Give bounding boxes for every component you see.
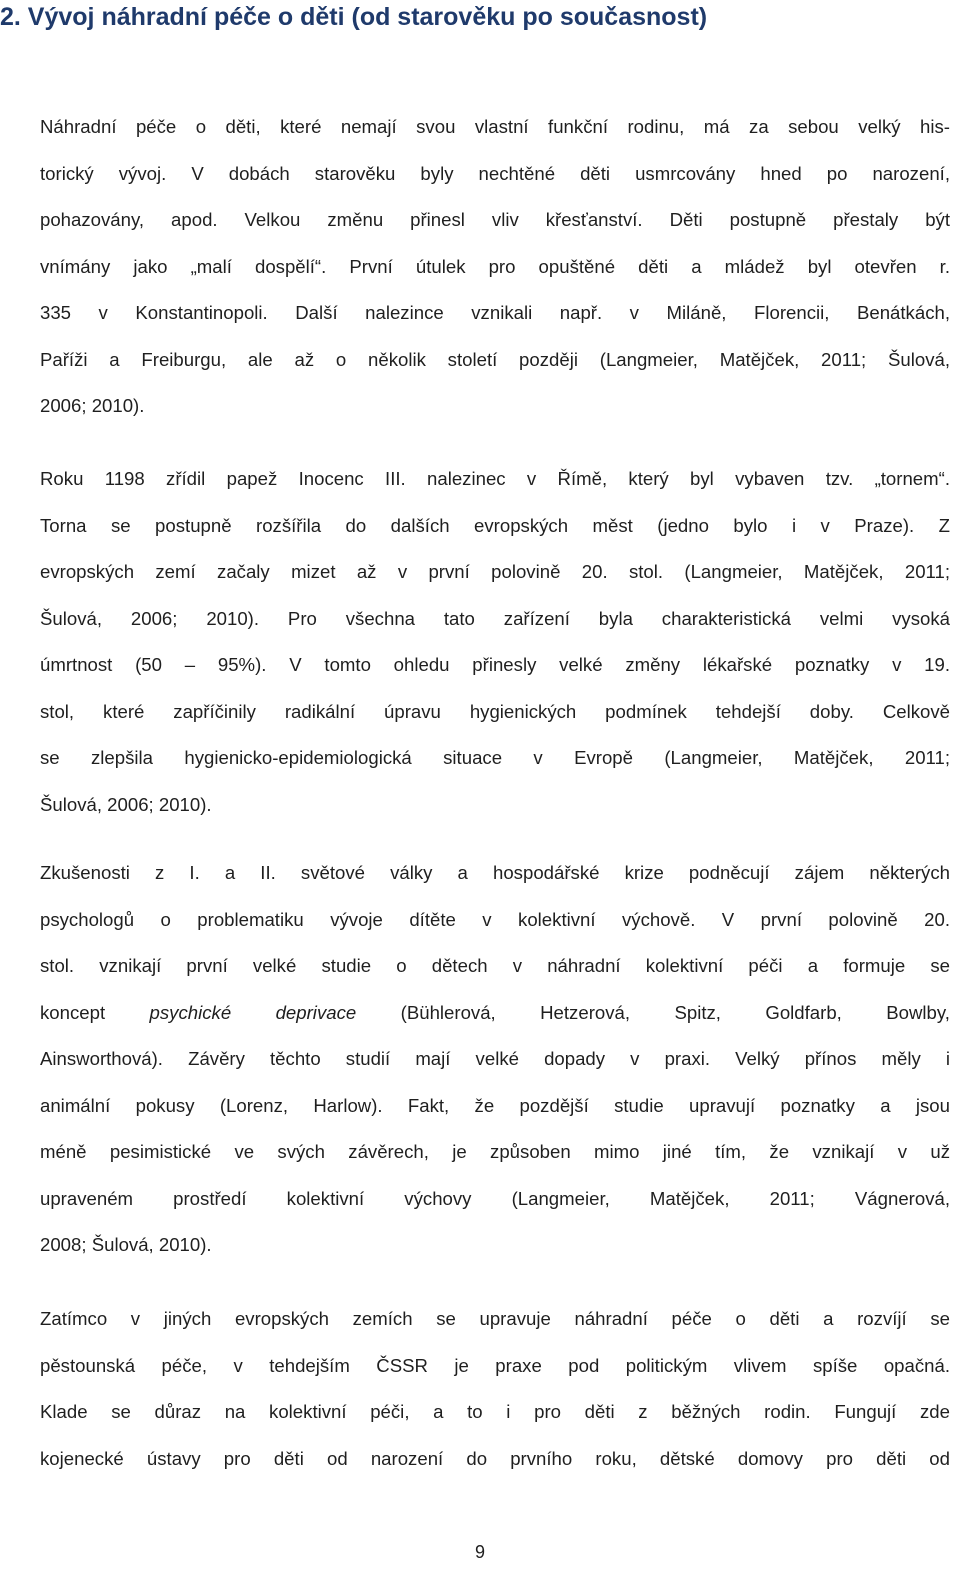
text-line: 2008; Šulová, 2010). — [40, 1234, 212, 1255]
text-line: pěstounská péče, v tehdejším ČSSR je praxe pod politickým vlivem spíše opačná. — [40, 1354, 950, 1376]
paragraph-foundling-homes — [40, 456, 950, 828]
text-line: stol, které zapříčinily radikální úpravu hygienických podmínek tehdejší doby. Celkově — [40, 700, 950, 722]
paragraph-history-intro — [40, 104, 950, 430]
text-line: Náhradní péče o děti, které nemají svou vlastní funkční rodinu, má za sebou velký his- — [40, 116, 950, 137]
text-line: Šulová, 2006; 2010). — [40, 793, 212, 815]
text-line: kojenecké ústavy pro děti od narození do prvního roku, dětské domovy pro děti od — [40, 1447, 950, 1469]
text-line: Ainsworthová). Závěry těchto studií mají velké dopady v praxi. Velký přínos měly i — [40, 1048, 950, 1069]
text-line: Torna se postupně rozšířila do dalších evropských měst (jedno bylo i v Praze). Z — [40, 514, 950, 536]
paragraph-deprivation-research — [40, 850, 950, 1269]
text-line: evropských zemí začaly mizet až v první polovině 20. stol. (Langmeier, Matějček, 2011; — [40, 561, 950, 582]
text-line: stol. vznikají první velké studie o dětech v náhradní kolektivní péči a formuje se — [40, 955, 950, 976]
text-line: se zlepšila hygienicko-epidemiologická situace v Evropě (Langmeier, Matějček, 2011; — [40, 747, 950, 768]
text-line: animální pokusy (Lorenz, Harlow). Fakt, že pozdější studie upravují poznatky a jsou — [40, 1094, 950, 1116]
section-heading: 2. Vývoj náhradní péče o děti (od starověku po současnost) — [0, 3, 708, 31]
text-line: torický vývoj. V dobách starověku byly nechtěné děti usmrcovány hned po narození, — [40, 162, 950, 184]
text-line: vnímány jako „malí dospělí“. První útulek pro opuštěné děti a mládež byl otevřen r. — [40, 255, 950, 277]
text-line: psychologů o problematiku vývoje dítěte v kolektivní výchově. V první polovině 20. — [40, 908, 950, 930]
text-line: pohazovány, apod. Velkou změnu přinesl vliv křesťanství. Děti postupně přestaly být — [40, 209, 950, 230]
text-line: Klade se důraz na kolektivní péči, a to i pro děti z běžných rodin. Fungují zde — [40, 1401, 950, 1422]
paragraph-cssr-practice — [40, 1296, 950, 1482]
text-line: Zatímco v jiných evropských zemích se upravuje náhradní péče o děti a rozvíjí se — [40, 1308, 950, 1329]
text-line: Roku 1198 zřídil papež Inocenc III. nalezinec v Římě, který byl vybaven tzv. „tornem“. — [40, 468, 950, 489]
text-line: úmrtnost (50 – 95%). V tomto ohledu přinesly velké změny lékařské poznatky v 19. — [40, 654, 950, 675]
text-line-with-italic — [40, 990, 950, 1037]
text-line: Zkušenosti z I. a II. světové války a hospodářské krize podněcují zájem některých — [40, 862, 950, 883]
text-line: méně pesimistické ve svých závěrech, je způsoben mimo jiné tím, že vznikají v už — [40, 1141, 950, 1162]
italic-term: psychické deprivace — [149, 1001, 357, 1023]
text-line: 335 v Konstantinopoli. Další nalezince vznikali např. v Miláně, Florencii, Benátkách, — [40, 302, 950, 323]
text-line: Šulová, 2006; 2010). Pro všechna tato zařízení byla charakteristická velmi vysoká — [40, 607, 950, 629]
text-segment: (Bühlerová, Hetzerová, Spitz, Goldfarb, Bowlby, — [356, 1001, 950, 1023]
text-line: 2006; 2010). — [40, 395, 145, 416]
text-segment: koncept — [40, 1001, 150, 1023]
page-number: 9 — [474, 1542, 485, 1562]
text-line: Paříži a Freiburgu, ale až o několik století později (Langmeier, Matějček, 2011; Šulová, — [40, 348, 950, 370]
text-line: upraveném prostředí kolektivní výchovy (Langmeier, Matějček, 2011; Vágnerová, — [40, 1187, 950, 1209]
